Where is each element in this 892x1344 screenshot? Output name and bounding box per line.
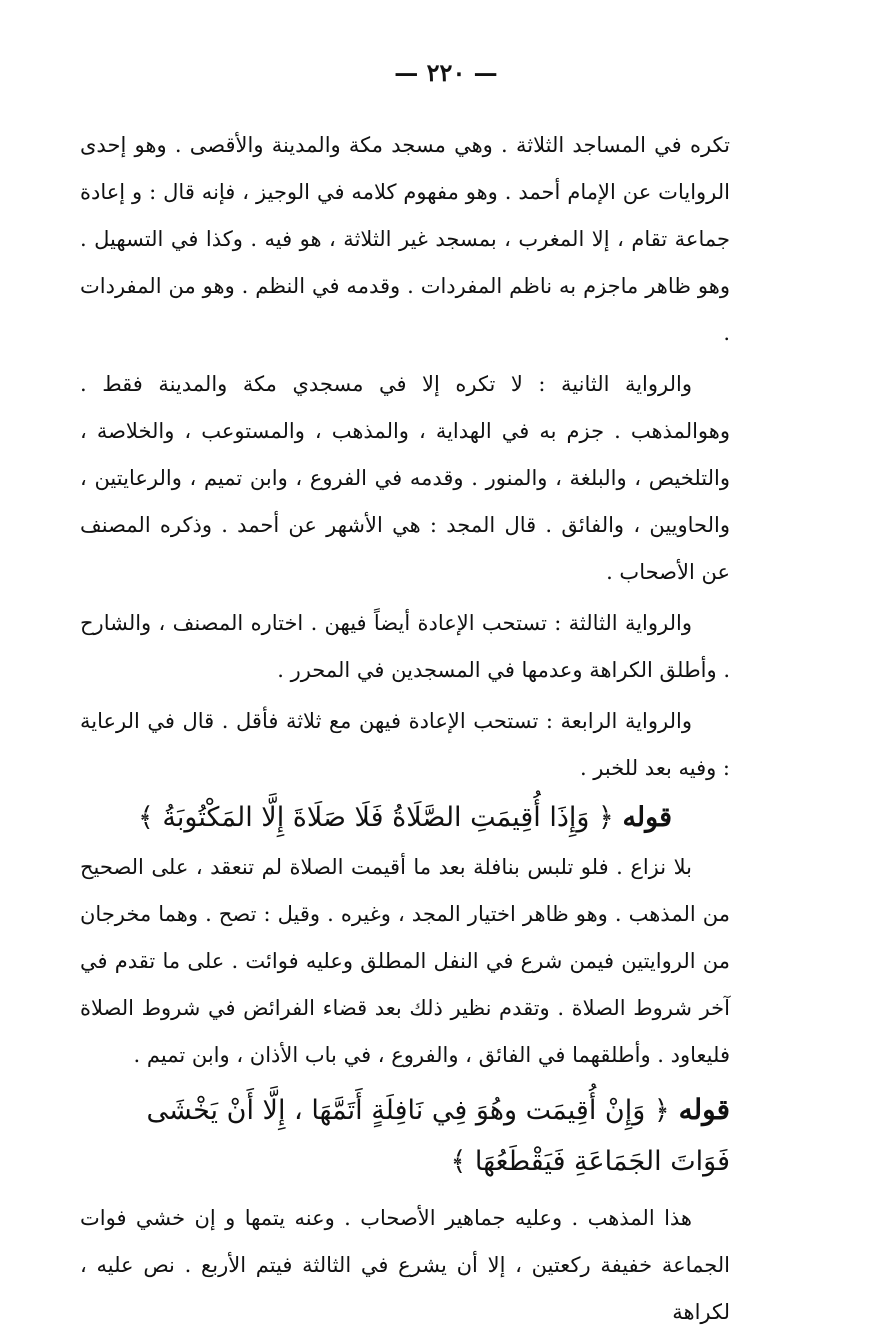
quote-heading-1 (80, 792, 730, 844)
heading-keyword: قوله (678, 1093, 730, 1126)
paragraph-4: والرواية الرابعة : تستحب الإعادة فيهن مع ثلاثة فأقل . قال في الرعاية : وفيه بعد للخبر . (80, 709, 730, 780)
paragraph-3: والرواية الثالثة : تستحب الإعادة أيضاً فيهن . اختاره المصنف ، والشارح . وأطلق الكراهة وعدمها في المسجدين في المحرر . (80, 611, 730, 682)
paragraph-1: تكره في المساجد الثلاثة . وهي مسجد مكة والمدينة والأقصى . وهو إحدى الروايات عن الإمام أحمد . وهو مفهوم كلامه في الوجيز ، فإنه قال : و إعادة جماعة تقام ، إلا المغرب ، بمسجد غير الثلاثة ، هو فيه . وكذا في التسهيل . وهو ظاهر ماجزم به ناظم المفردات . وقدمه في النظم . وهو من المفردات . (80, 133, 730, 345)
quote-heading-2 (80, 1085, 730, 1187)
paragraph-5: بلا نزاع . فلو تلبس بنافلة بعد ما أقيمت الصلاة لم تنعقد ، على الصحيح من المذهب . وهو ظاهر اختيار المجد ، وغيره . وقيل : تصح . وهما مخرجان من الروايتين فيمن شرع في النفل المطلق وعليه فوائت . على ما تقدم في آخر شروط الصلاة . وتقدم نظير ذلك بعد قضاء الفرائض في شروط الصلاة فليعاود . وأطلقهما في الفائق ، والفروع ، في باب الأذان ، وابن تميم . (80, 855, 730, 1067)
heading-quote-text: ﴿ وَإِنْ أُقِيمَت وهُوَ فِي نَافِلَةٍ أَتَمَّهَا ، إِلَّا أَنْ يَخْشَى فَوَاتَ الجَمَاعَةِ فَيَقْطَعُهَا ﴾ (146, 1095, 730, 1177)
paragraph-2: والرواية الثانية : لا تكره إلا في مسجدي مكة والمدينة فقط . وهوالمذهب . جزم به في الهداية ، والمذهب ، والمستوعب ، والخلاصة ، والتلخيص ، والبلغة ، والمنور . وقدمه في الفروع ، وابن تميم ، والرعايتين ، والحاويين ، والفائق . قال المجد : هي الأشهر عن أحمد . وذكره المصنف عن الأصحاب . (80, 372, 730, 584)
page-number: — ٢٢٠ — (394, 58, 498, 87)
page-body (80, 122, 730, 1336)
paragraph-6: هذا المذهب . وعليه جماهير الأصحاب . وعنه يتمها و إن خشي فوات الجماعة خفيفة ركعتين ، إلا أن يشرع في الثالثة فيتم الأربع . نص عليه ، لكراهة (80, 1206, 730, 1324)
heading-quote-text: ﴿ وَإِذَا أُقِيمَتِ الصَّلَاةُ فَلَا صَلَاةَ إِلَّا المَكْتُوبَةُ ﴾ (137, 802, 614, 833)
heading-keyword: قوله (622, 802, 673, 833)
